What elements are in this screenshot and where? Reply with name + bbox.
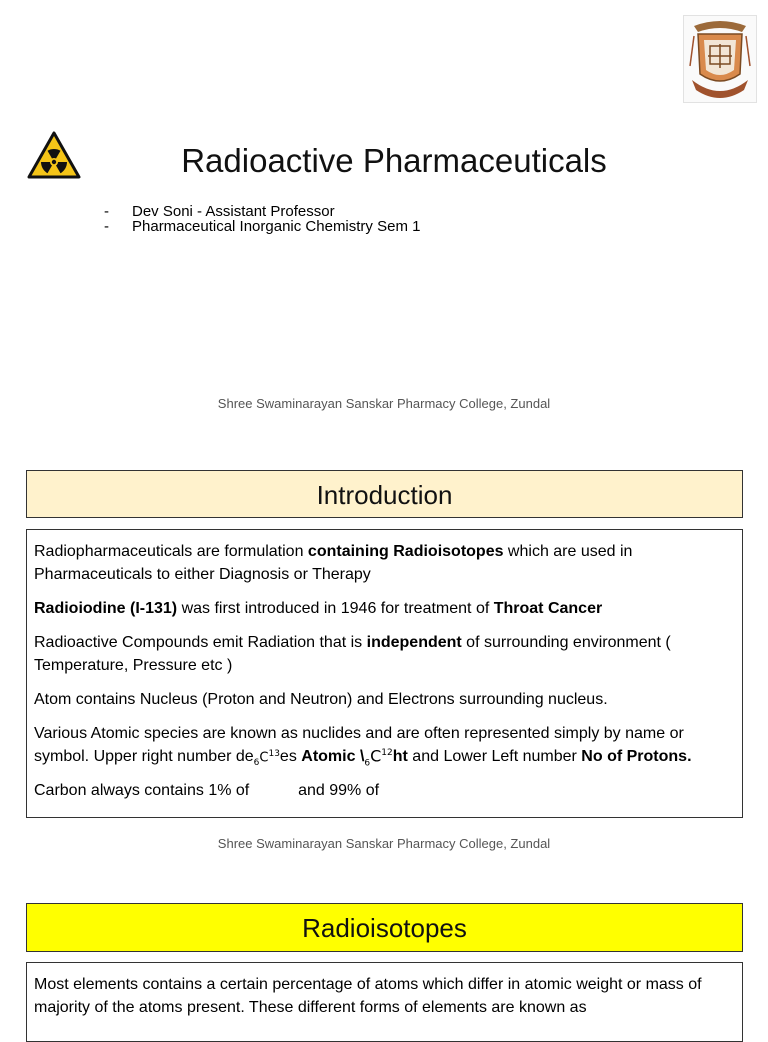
nuclide-carbon-13 (254, 749, 280, 768)
slide-footer: Shree Swaminarayan Sanskar Pharmacy College, Zundal (217, 836, 551, 851)
radioisotopes-content (26, 962, 743, 1042)
text-span: Various Atomic species are known as nuclides and are often represented simply by name or symbol. Upper right number de (34, 725, 684, 765)
emphasis-text: Throat Cancer (493, 600, 603, 617)
emphasis-text: containing Radioisotopes (307, 543, 504, 560)
text-span: which are used in Pharmaceuticals to either Diagnosis or Therapy (34, 543, 633, 583)
text-span: Radiopharmaceuticals are formulation (34, 543, 308, 560)
presenter-info-list (104, 204, 420, 234)
introduction-content (26, 529, 743, 818)
text-span: Radioactive Compounds emit Radiation that is (34, 634, 367, 651)
text-span: was first introduced in 1946 for treatment of (177, 600, 494, 617)
element-symbol: C (370, 746, 382, 765)
atomic-number: 6 (364, 758, 371, 769)
paragraph: Atom contains Nucleus (Proton and Neutron) and Electrons surrounding nucleus. (34, 691, 608, 708)
text-span: of surrounding environment ( Temperature, Pressure etc ) (34, 634, 671, 674)
college-logo (683, 15, 757, 103)
paragraph: Most elements contains a certain percentage of atoms which differ in atomic weight or mass of majority of the atoms present. These different forms of elements are known as (34, 976, 702, 1016)
bullet-dash: - (104, 218, 109, 235)
radioisotopes-heading: Radioisotopes (26, 903, 743, 952)
slide-footer: Shree Swaminarayan Sanskar Pharmacy College, Zundal (217, 396, 551, 411)
text-span: Carbon always contains 1% of (34, 782, 254, 800)
paragraph (34, 779, 735, 802)
paragraph (34, 540, 735, 586)
mass-number: 13 (268, 748, 280, 759)
list-item (104, 204, 420, 219)
text-span: es (279, 748, 302, 765)
emphasis-text: independent (366, 634, 462, 651)
nuclide-carbon-12 (364, 748, 392, 769)
presenter-name: Dev Soni - Assistant Professor (132, 203, 335, 220)
element-symbol: C (259, 750, 269, 765)
text-span: and Lower Left number (407, 748, 582, 765)
emphasis-text: No of Protons. (581, 748, 692, 765)
text-span: and 99% of (293, 782, 380, 800)
mass-number: 12 (381, 747, 393, 758)
list-item (104, 219, 420, 234)
introduction-heading: Introduction (26, 470, 743, 518)
course-name: Pharmaceutical Inorganic Chemistry Sem 1 (132, 218, 421, 235)
paragraph (34, 631, 735, 677)
paragraph (34, 597, 735, 620)
emphasis-text: Atomic \ (301, 748, 365, 765)
emphasis-text: Radioiodine (I-131) (34, 600, 178, 617)
bullet-dash: - (104, 203, 109, 220)
atomic-number: 6 (253, 757, 260, 768)
emphasis-text: ht (392, 748, 408, 765)
paragraph (34, 722, 735, 768)
slide-title: Radioactive Pharmaceuticals (181, 142, 607, 179)
